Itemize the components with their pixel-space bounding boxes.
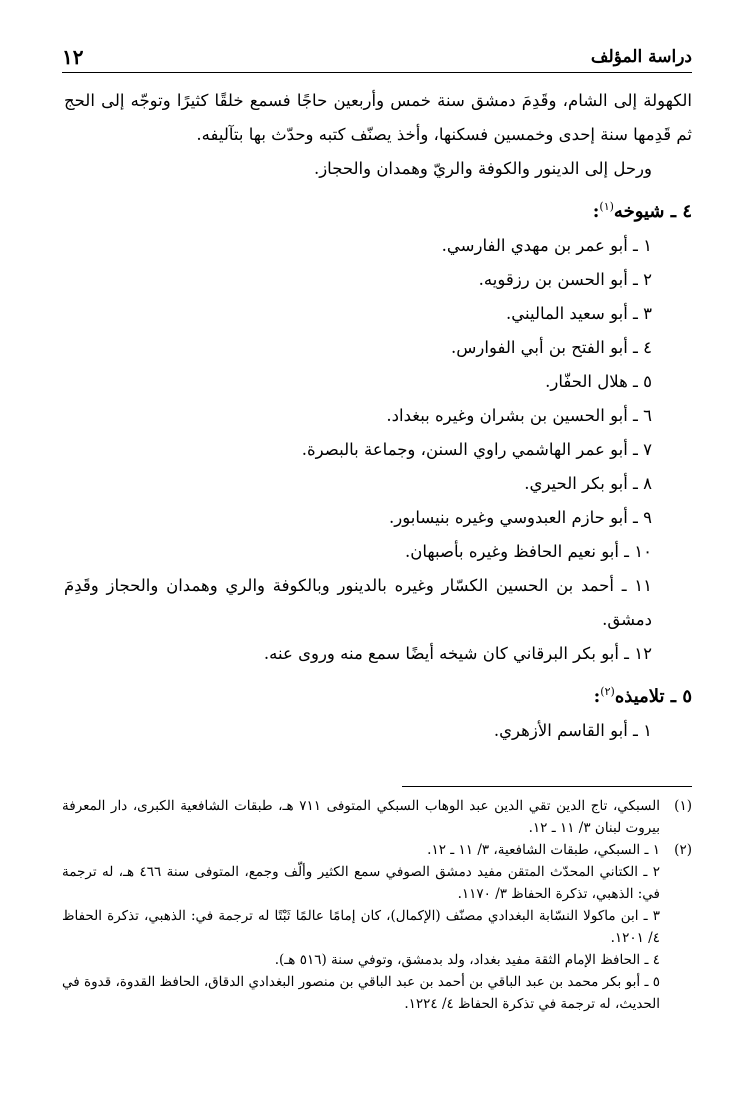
footnote-1 bbox=[62, 795, 692, 839]
footnote-ref[interactable]: (٢) bbox=[600, 685, 615, 698]
list-item: ١٠ ـ أبو نعيم الحافظ وغيره بأصبهان. bbox=[404, 542, 652, 561]
list-item: ١ ـ أبو القاسم الأزهري. bbox=[493, 721, 652, 740]
page-number: ١٢ bbox=[62, 45, 84, 69]
teachers-list bbox=[64, 229, 692, 671]
footnote-text: السبكي، تاج الدين تقي الدين عبد الوهاب السبكي المتوفى ٧١١ هـ، طبقات الشافعية الكبرى، دار المعرفة بيروت لبنان ٣/ ١١ ـ ١٢. bbox=[62, 798, 660, 836]
footnote-mark: (١) bbox=[674, 798, 692, 814]
footnote-subitem: ٤ ـ الحافظ الإمام الثقة مفيد بغداد، ولد بدمشق، وتوفي سنة (٥١٦ هـ). bbox=[274, 952, 660, 968]
footnote-divider bbox=[402, 786, 692, 787]
running-header bbox=[62, 42, 692, 73]
section-heading-students bbox=[64, 675, 692, 714]
list-item: ٤ ـ أبو الفتح بن أبي الفوارس. bbox=[451, 338, 652, 357]
list-item: ٦ ـ أبو الحسين بن بشران وغيره ببغداد. bbox=[386, 406, 652, 425]
paragraph-travels: الكهولة إلى الشام، وقَدِمَ دمشق سنة خمس وأربعين حاجًا فسمع خلقًا كثيرًا وتوجّه إلى الحج ثم قَدِمها سنة إحدى وخمسين فسكنها، وأخذ يصنّف كتبه وحدّث بها بتآليفه. bbox=[64, 91, 692, 144]
list-item: ٧ ـ أبو عمر الهاشمي راوي السنن، وجماعة بالبصرة. bbox=[301, 440, 652, 459]
footnote-subitem: ٣ ـ ابن ماكولا النسّابة البغدادي مصنّف (الإكمال)، كان إمامًا عالمًا ثَبْتًا له ترجمة في: الذهبي، تذكرة الحفاظ ٤/ ١٢٠١. bbox=[62, 908, 660, 946]
footnote-mark: (٢) bbox=[674, 842, 692, 858]
section-heading-teachers bbox=[64, 190, 692, 229]
list-item: ٥ ـ هلال الحفّار. bbox=[545, 372, 652, 391]
list-item: ١ ـ أبو عمر بن مهدي الفارسي. bbox=[441, 236, 652, 255]
section-colon: : bbox=[593, 686, 601, 707]
section-title: ٤ ـ شيوخه bbox=[613, 201, 692, 222]
list-item: ١١ ـ أحمد بن الحسين الكسّار وغيره بالدينور وبالكوفة والري وهمدان والحجاز وقَدِمَ دمشق. bbox=[64, 576, 652, 629]
list-item: ١٢ ـ أبو بكر البرقاني كان شيخه أيضًا سمع منه وروى عنه. bbox=[263, 644, 652, 663]
list-item: ٩ ـ أبو حازم العبدوسي وغيره بنيسابور. bbox=[389, 508, 652, 527]
footnote-text: ١ ـ السبكي، طبقات الشافعية، ٣/ ١١ ـ ١٢. bbox=[427, 842, 660, 858]
footnote-2 bbox=[62, 839, 692, 861]
main-text bbox=[64, 84, 692, 748]
students-list bbox=[64, 714, 692, 748]
footnote-subitem: ٥ ـ أبو بكر محمد بن عبد الباقي بن أحمد بن عبد الباقي بن منصور البغدادي الدقاق، الحافظ القدوة، قدوة في الحديث، له ترجمة في تذكرة الحفاظ ٤/ ١٢٢٤. bbox=[62, 974, 660, 1012]
running-title: دراسة المؤلف bbox=[590, 47, 692, 67]
footnotes bbox=[62, 795, 692, 1015]
paragraph-journeys: ورحل إلى الدينور والكوفة والريّ وهمدان والحجاز. bbox=[313, 159, 652, 178]
list-item: ٣ ـ أبو سعيد الماليني. bbox=[506, 304, 652, 323]
section-colon: : bbox=[592, 201, 600, 222]
list-item: ٢ ـ أبو الحسن بن رزقويه. bbox=[478, 270, 652, 289]
footnote-ref[interactable]: (١) bbox=[599, 200, 614, 213]
footnote-subitem: ٢ ـ الكتاني المحدّث المتقن مفيد دمشق الصوفي سمع الكثير وألّف وجمع، المتوفى سنة ٤٦٦ هـ، له ترجمة في: الذهبي، تذكرة الحفاظ ٣/ ١١٧٠. bbox=[62, 864, 660, 902]
list-item: ٨ ـ أبو بكر الحيري. bbox=[524, 474, 652, 493]
section-title: ٥ ـ تلاميذه bbox=[614, 686, 692, 707]
